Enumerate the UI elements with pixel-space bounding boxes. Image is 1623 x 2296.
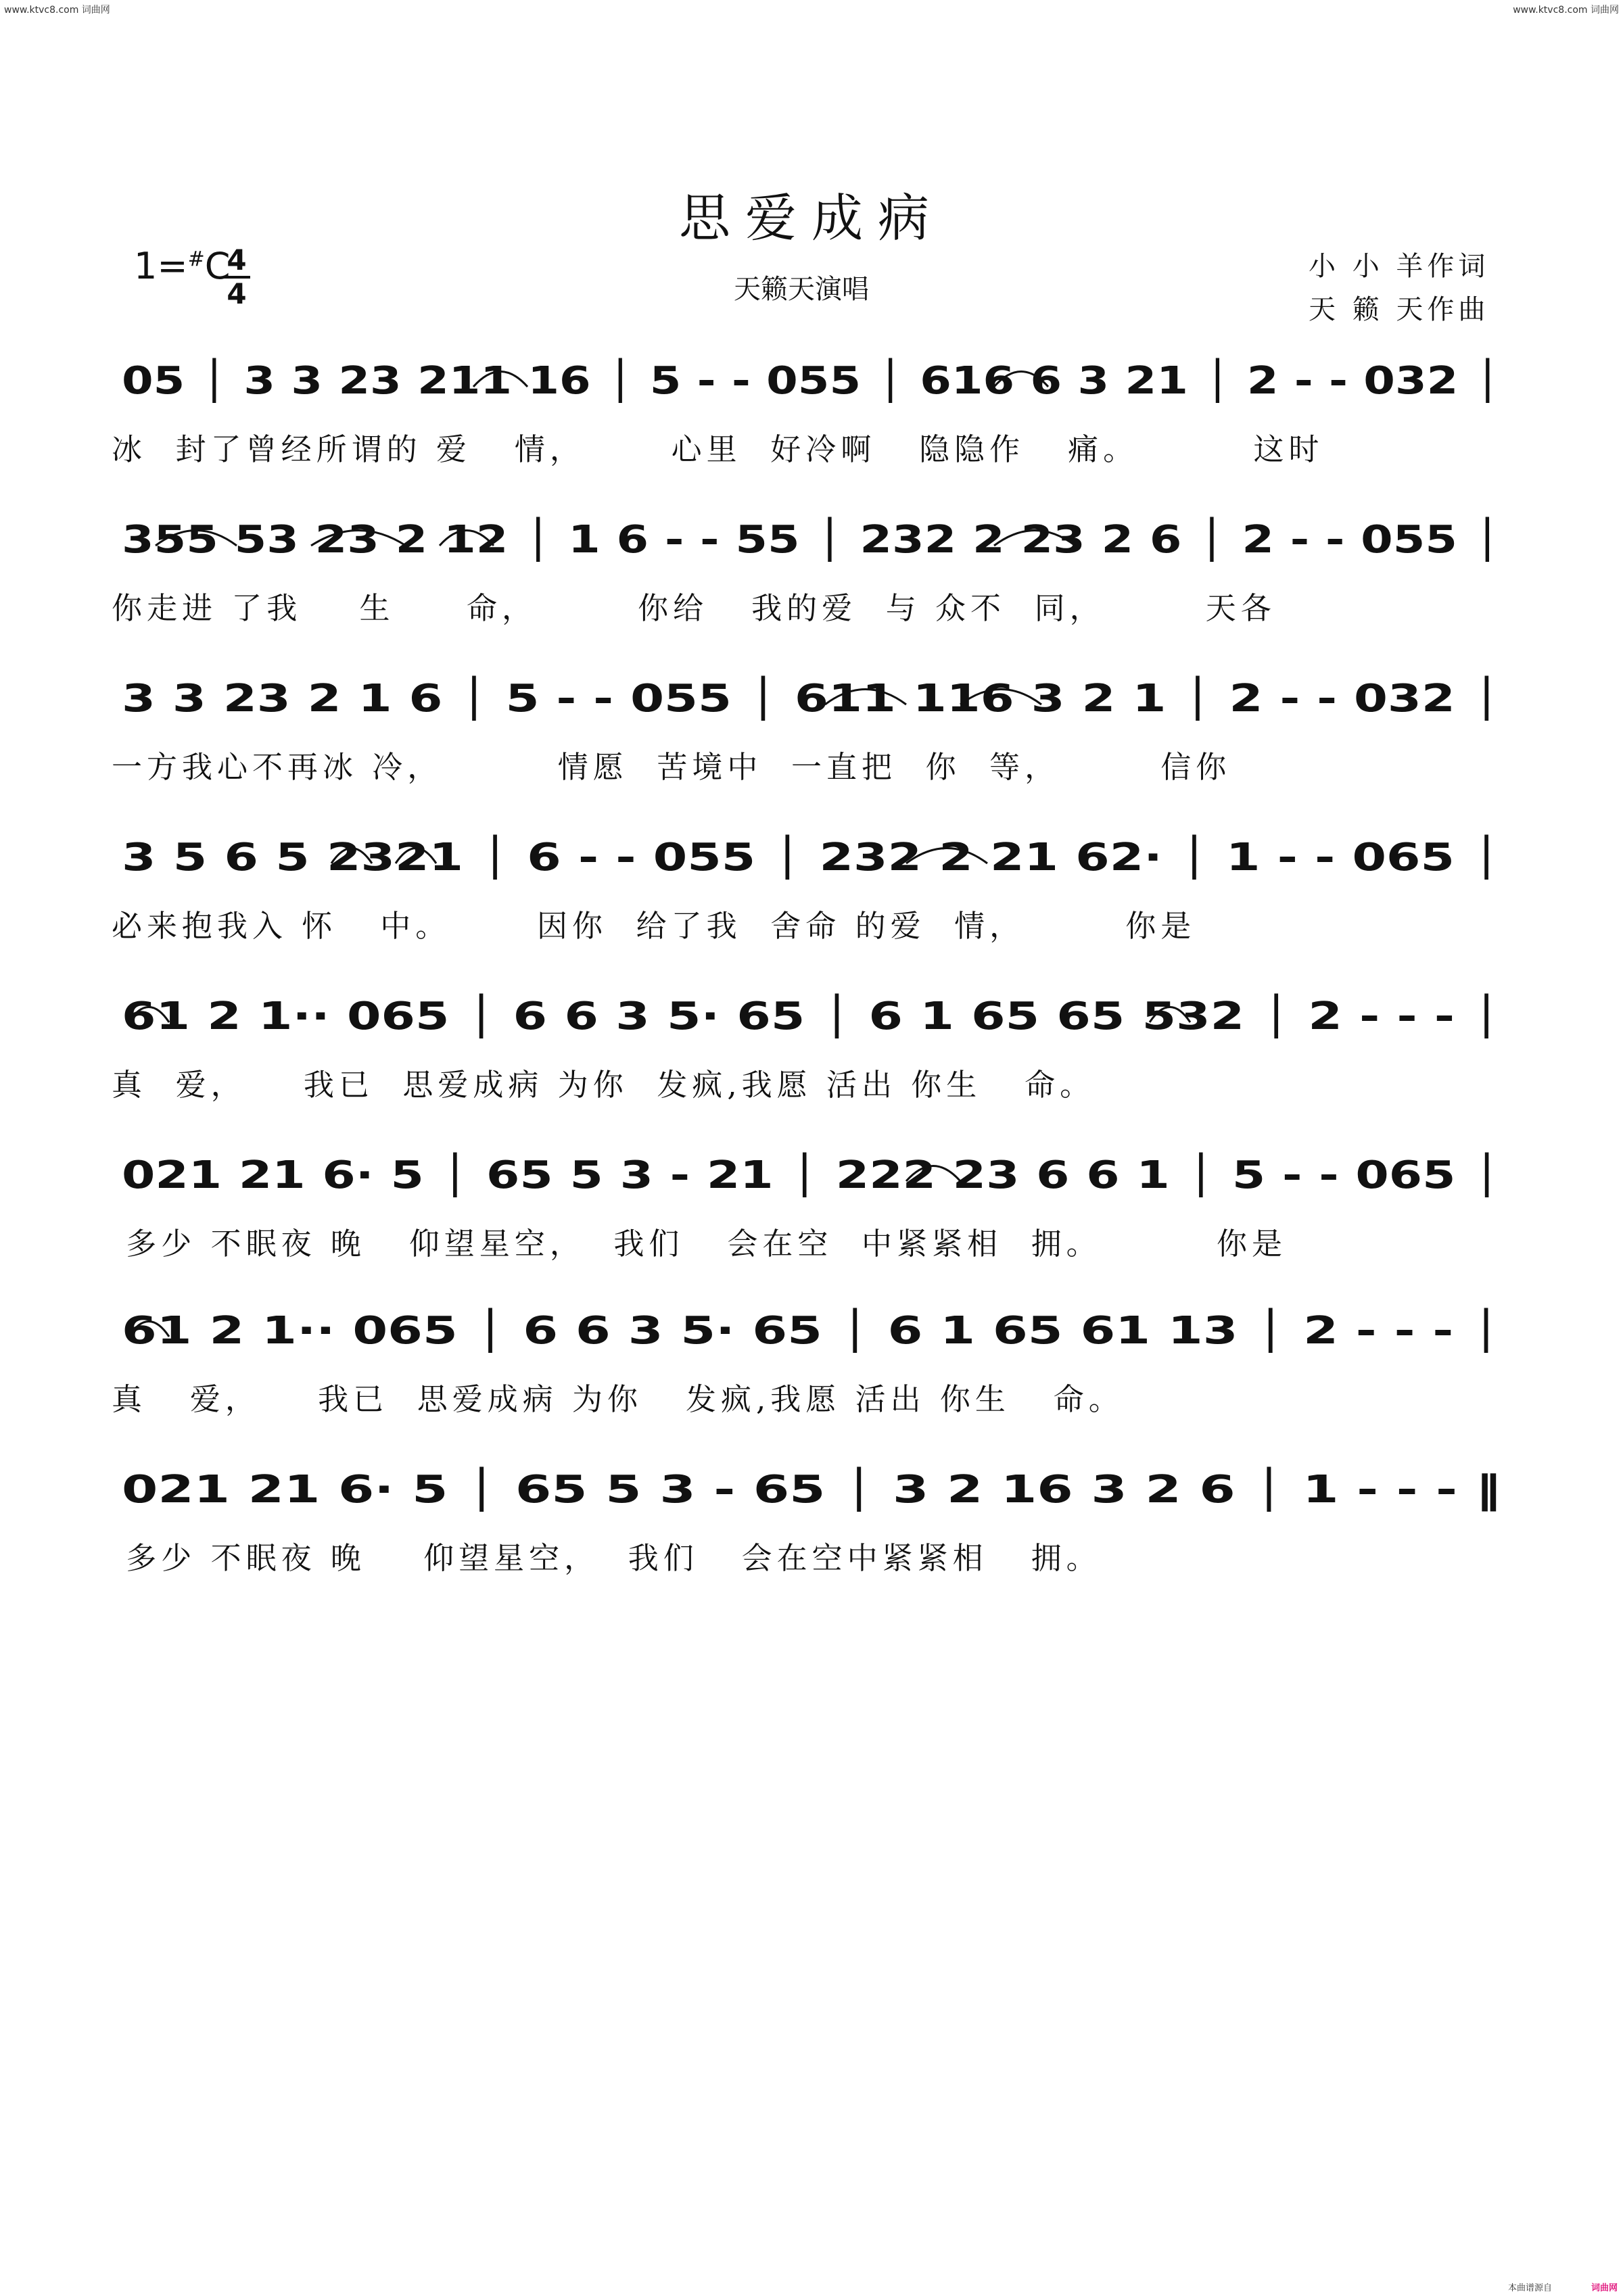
sharp-sign: # xyxy=(187,247,205,271)
row-notes: 3 3 23 2 1 6 │ 5 - - 055 │ 611 116 3 2 1 │ 2 - - 032 │ xyxy=(122,677,1198,721)
row-lyrics: 真 爱， 我已 思爱成病 为你 发疯,我愿 活出 你生 命。 xyxy=(112,1381,1124,1417)
row-lyrics: 多少 不眠夜 晚 仰望星空， 我们 会在空中紧紧相 拥。 xyxy=(112,1540,1102,1576)
row-notation xyxy=(0,1139,1623,1227)
row-notes: 05 │ 3 3 23 211 16 │ 5 - - 055 │ 616 6 3 21 │ 2 - - 032 │ xyxy=(122,359,1274,403)
singer-credit: 天籁天演唱 xyxy=(734,274,869,305)
credits xyxy=(1309,245,1489,331)
time-signature xyxy=(223,245,250,310)
song-title: 思爱成病 xyxy=(679,188,944,248)
score-row-5 xyxy=(0,980,1623,1116)
row-notes: 355 53 23 2 12 │ 1 6 - - 55 │ 232 2 23 2 6 │ 2 - - 055 │ xyxy=(122,518,1251,562)
time-bottom: 4 xyxy=(223,276,250,310)
row-notation xyxy=(0,821,1623,909)
row-lyrics: 你走进 了我 生 命， 你给 我的爱 与 众不 同， 天各 xyxy=(112,590,1276,626)
time-top: 4 xyxy=(227,243,247,277)
score-row-1 xyxy=(0,345,1623,480)
row-lyrics: 一方我心不再冰 冷， 情愿 苦境中 一直把 你 等， 信你 xyxy=(112,749,1231,785)
watermark-bottom-left: 本曲谱源自 xyxy=(1508,2283,1553,2293)
key-prefix: 1= xyxy=(134,245,188,287)
score-row-8 xyxy=(0,1454,1623,1589)
row-lyrics: 冰 封了曾经所谓的 爱 情， 心里 好冷啊 隐隐作 痛。 这时 xyxy=(112,431,1324,467)
score-row-3 xyxy=(0,663,1623,798)
score-row-6 xyxy=(0,1139,1623,1274)
row-notation xyxy=(0,504,1623,592)
row-notes: 021 21 6· 5 │ 65 5 3 - 65 │ 3 2 16 3 2 6 │ 1 - - - ‖ xyxy=(122,1468,1130,1512)
row-notation xyxy=(0,663,1623,750)
watermark-top-right: www.ktvc8.com 词曲网 xyxy=(1513,5,1619,16)
score-row-7 xyxy=(0,1295,1623,1430)
watermark-bottom-right: 词曲网 xyxy=(1591,2283,1618,2293)
key-signature xyxy=(134,245,230,287)
row-lyrics: 真 爱， 我已 思爱成病 为你 发疯,我愿 活出 你生 命。 xyxy=(112,1067,1096,1103)
watermark-top-left: www.ktvc8.com 词曲网 xyxy=(4,5,110,16)
row-notes: 021 21 6· 5 │ 65 5 3 - 21 │ 222 23 6 6 1 │ 5 - - 065 │ xyxy=(122,1153,1210,1197)
score-row-4 xyxy=(0,821,1623,957)
row-notation xyxy=(0,345,1623,433)
row-lyrics: 必来抱我入 怀 中。 因你 给了我 舍命 的爱 情， 你是 xyxy=(112,908,1196,944)
score-row-2 xyxy=(0,504,1623,639)
lyricist-credit: 小 小 羊作词 xyxy=(1309,251,1490,282)
row-notes: 61 2 1·· 065 │ 6 6 3 5· 65 │ 6 1 65 61 13 │ 2 - - - │ xyxy=(122,1309,1160,1353)
row-lyrics: 多少 不眠夜 晚 仰望星空， 我们 会在空 中紧紧相 拥。 你是 xyxy=(112,1226,1287,1262)
row-notes: 3 5 6 5 2321 │ 6 - - 055 │ 232 2 21 62· │ 1 - - 065 │ xyxy=(122,836,1187,880)
row-notation xyxy=(0,980,1623,1068)
row-notation xyxy=(0,1454,1623,1541)
composer-credit: 天 籁 天作曲 xyxy=(1309,294,1490,325)
key-letter: C xyxy=(204,245,231,287)
row-notes: 61 2 1·· 065 │ 6 6 3 5· 65 │ 6 1 65 65 532 │ 2 - - - │ xyxy=(122,995,1187,1038)
row-notation xyxy=(0,1295,1623,1383)
